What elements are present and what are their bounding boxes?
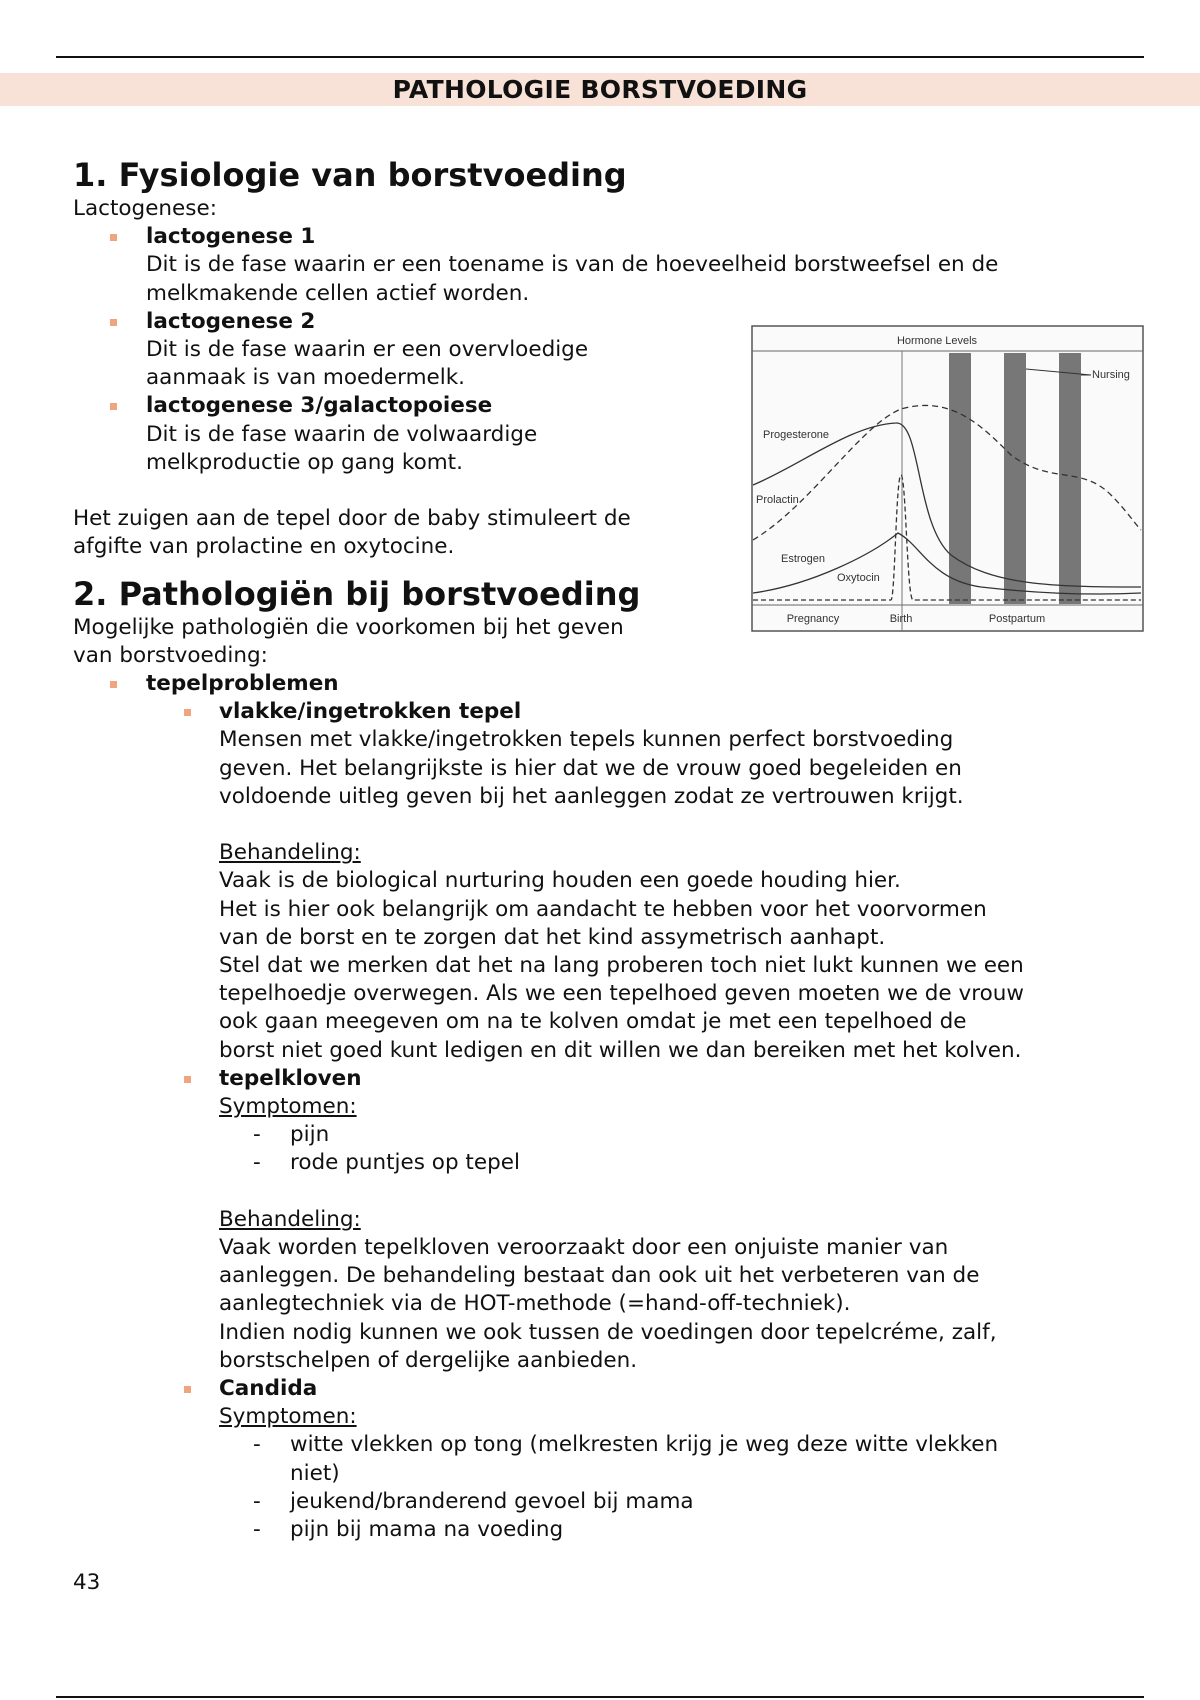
item-title: lactogenese 1 xyxy=(146,224,316,250)
item-text: aanmaak is van moedermelk. xyxy=(146,365,466,391)
lactogenese-intro: Lactogenese: xyxy=(73,196,217,221)
list-item xyxy=(73,1375,1143,1431)
item-text: aanlegtechniek via de HOT-methode (=hand-off-techniek). xyxy=(219,1291,851,1317)
item-text: Vaak worden tepelkloven veroorzaakt door een onjuiste manier van xyxy=(219,1235,949,1261)
item-title: vlakke/ingetrokken tepel xyxy=(219,699,522,725)
item-text: melkmakende cellen actief worden. xyxy=(146,280,530,306)
bullet-icon xyxy=(110,234,117,241)
page-banner: PATHOLOGIE BORSTVOEDING xyxy=(0,73,1200,106)
bullet-icon xyxy=(110,403,117,410)
item-title: lactogenese 3/galactopoiese xyxy=(146,393,493,419)
hormone-levels-diagram xyxy=(751,325,1144,632)
bullet-icon xyxy=(110,681,117,688)
phase-pregnancy: Pregnancy xyxy=(786,613,840,625)
symptom-text: rode puntjes op tepel xyxy=(290,1150,520,1176)
dash-marker: - xyxy=(253,1122,261,1148)
bullet-icon xyxy=(110,319,117,326)
section-heading-2: 2. Pathologiën bij borstvoeding xyxy=(73,574,641,613)
symptom-item xyxy=(73,1516,1143,1544)
list-item-continuation xyxy=(73,1178,1143,1375)
dash-marker: - xyxy=(253,1432,261,1458)
bullet-icon xyxy=(184,709,191,716)
item-text: voldoende uitleg geven bij het aanleggen zodat ze vertrouwen krijgt. xyxy=(219,783,964,809)
item-title: tepelkloven xyxy=(219,1065,362,1091)
hormone-levels-figure xyxy=(751,325,1144,632)
label-nursing: Nursing xyxy=(1092,369,1130,381)
symptom-text: pijn bij mama na voeding xyxy=(290,1517,564,1543)
dash-marker: - xyxy=(253,1150,261,1176)
item-text: borstschelpen of dergelijke aanbieden. xyxy=(219,1347,638,1373)
top-rule xyxy=(56,56,1144,58)
category-title: tepelproblemen xyxy=(146,671,339,697)
item-text: tepelhoedje overwegen. Als we een tepelhoed geven moeten we de vrouw xyxy=(219,981,1024,1007)
symptom-text: witte vlekken op tong (melkresten krijg je weg deze witte vlekken xyxy=(290,1432,999,1458)
bullet-icon xyxy=(184,1386,191,1393)
label-progesterone: Progesterone xyxy=(763,429,830,441)
item-text: aanleggen. De behandeling bestaat dan ook uit het verbeteren van de xyxy=(219,1263,980,1289)
item-text: Vaak is de biological nurturing houden een goede houding hier. xyxy=(219,868,901,894)
item-text: Dit is de fase waarin er een overvloedige xyxy=(146,337,589,363)
item-text: Het is hier ook belangrijk om aandacht te hebben voor het voorvormen xyxy=(219,896,987,922)
symptom-text: jeukend/branderend gevoel bij mama xyxy=(290,1488,694,1514)
pathology-list xyxy=(73,670,1143,1544)
figure-title: Hormone Levels xyxy=(896,335,978,347)
list-item xyxy=(73,698,1143,1065)
paragraph-line: Het zuigen aan de tepel door de baby stimuleert de xyxy=(73,506,631,532)
symptom-item xyxy=(73,1431,1143,1487)
item-text: ook gaan meegeven om na te kolven omdat je met een tepelhoed de xyxy=(219,1009,967,1035)
symptom-item xyxy=(73,1149,1143,1177)
bullet-icon xyxy=(184,1076,191,1083)
symptoms-label: Symptomen: xyxy=(219,1404,357,1430)
phase-birth: Birth xyxy=(889,613,913,625)
paragraph-line: Mogelijke pathologiën die voorkomen bij het geven xyxy=(73,614,624,640)
item-text: Dit is de fase waarin de volwaardige xyxy=(146,421,538,447)
symptom-item xyxy=(73,1488,1143,1516)
bottom-rule xyxy=(56,1696,1144,1698)
item-text: Indien nodig kunnen we ook tussen de voedingen door tepelcréme, zalf, xyxy=(219,1319,997,1345)
label-prolactin: Prolactin xyxy=(756,494,799,506)
paragraph-line: van borstvoeding: xyxy=(73,642,268,668)
paragraph-line: afgifte van prolactine en oxytocine. xyxy=(73,534,455,560)
item-text: Stel dat we merken dat het na lang proberen toch niet lukt kunnen we een xyxy=(219,953,1024,979)
item-text: geven. Het belangrijkste is hier dat we de vrouw goed begeleiden en xyxy=(219,755,962,781)
section-heading-1: 1. Fysiologie van borstvoeding xyxy=(73,156,627,194)
list-item xyxy=(73,670,1143,698)
page-number: 43 xyxy=(73,1570,101,1595)
list-item xyxy=(73,1065,1143,1121)
item-text: borst niet goed kunt ledigen en dit willen we dan bereiken met het kolven. xyxy=(219,1037,1022,1063)
dash-marker: - xyxy=(253,1488,261,1514)
item-text: Mensen met vlakke/ingetrokken tepels kunnen perfect borstvoeding xyxy=(219,727,954,753)
treatment-label: Behandeling: xyxy=(219,1206,361,1232)
item-title: Candida xyxy=(219,1376,318,1402)
item-title: lactogenese 2 xyxy=(146,308,316,334)
symptom-text: niet) xyxy=(290,1460,340,1486)
phase-postpartum: Postpartum xyxy=(988,613,1046,625)
item-text: Dit is de fase waarin er een toename is van de hoeveelheid borstweefsel en de xyxy=(146,252,999,278)
symptom-text: pijn xyxy=(290,1122,330,1148)
label-oxytocin: Oxytocin xyxy=(837,572,880,584)
symptoms-label: Symptomen: xyxy=(219,1094,357,1120)
symptom-item xyxy=(73,1121,1143,1149)
item-text: van de borst en te zorgen dat het kind assymetrisch aanhapt. xyxy=(219,924,886,950)
nursing-bar xyxy=(1004,353,1026,604)
nursing-bar xyxy=(1059,353,1081,604)
list-item xyxy=(73,223,1143,308)
treatment-label: Behandeling: xyxy=(219,840,361,866)
item-text: melkproductie op gang komt. xyxy=(146,449,463,475)
label-estrogen: Estrogen xyxy=(781,553,826,565)
nursing-bar xyxy=(949,353,971,604)
dash-marker: - xyxy=(253,1517,261,1543)
